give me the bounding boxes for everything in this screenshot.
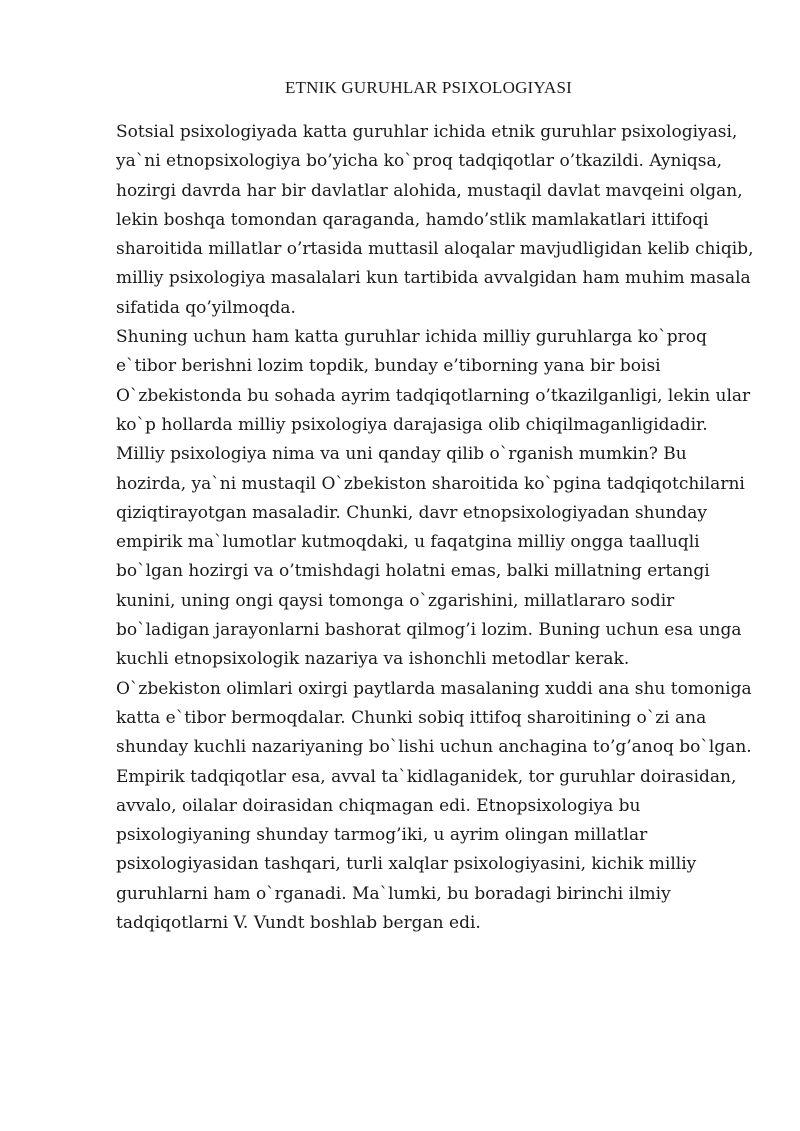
page-title: ETNIK GURUHLAR PSIXOLOGIYASI	[284, 78, 573, 97]
paragraph-1: Sotsial psixologiyada katta guruhlar ichida etnik guruhlar psixologiyasi, ya`ni etnopsixologiya bo’yicha ko`proq tadqiqotlar o’tkazildi. Ayniqsa, hozirgi davrda har bir davlatlar alohida, mustaqil davlat mavqeini olgan, lekin boshqa tomondan qaraganda, hamdo’stlik mamlakatlari ittifoqi sharoitida millatlar o’rtasida muttasil aloqalar mavjudligidan kelib chiqib, milliy psixologiya masalalari kun tartibida avvalgidan ham muhim masala sifatida qo’yilmoqda.	[116, 122, 754, 318]
document-body	[116, 118, 756, 938]
paragraph-3: Milliy psixologiya nima va uni qanday qilib o`rganish mumkin? Bu hozirda, ya`ni mustaqil O`zbekiston sharoitida ko`pgina tadqiqotchilarni qiziqtirayotgan masaladir. Chunki, davr etnopsixologiyadan shunday empirik ma`lumotlar kutmoqdaki, u faqatgina milliy ongga taalluqli bo`lgan hozirgi va o’tmishdagi holatni emas, balki millatning ertangi kunini, uning ongi qaysi tomonga o`zgarishini, millatlararo sodir bo`ladigan jarayonlarni bashorat qilmog’i lozim. Buning uchun esa unga kuchli etnopsixologik nazariya va ishonchli metodlar kerak.	[116, 444, 745, 670]
paragraph-4: O`zbekiston olimlari oxirgi paytlarda masalaning xuddi ana shu tomoniga katta e`tibor bermoqdalar. Chunki sobiq ittifoq sharoitining o`zi ana shunday kuchli nazariyaning bo`lishi uchun anchagina to’g’anoq bo`lgan. Empirik tadqiqotlar esa, avval ta`kidlaganidek, tor guruhlar doirasidan, avvalo, oilalar doirasidan chiqmagan edi. Etnopsixologiya bu psixologiyaning shunday tarmog’iki, u ayrim olingan millatlar psixologiyasidan tashqari, turli xalqlar psixologiyasini, kichik milliy guruhlarni ham o`rganadi. Ma`lumki, bu boradagi birinchi ilmiy tadqiqotlarni V. Vundt boshlab bergan edi.	[116, 678, 752, 934]
paragraph-2: Shuning uchun ham katta guruhlar ichida milliy guruhlarga ko`proq e`tibor berishni lozim topdik, bunday e’tiborning yana bir boisi O`zbekistonda bu sohada ayrim tadqiqotlarning o’tkazilganligi, lekin ular ko`p hollarda milliy psixologiya darajasiga olib chiqilmaganligidadir.	[116, 327, 751, 435]
